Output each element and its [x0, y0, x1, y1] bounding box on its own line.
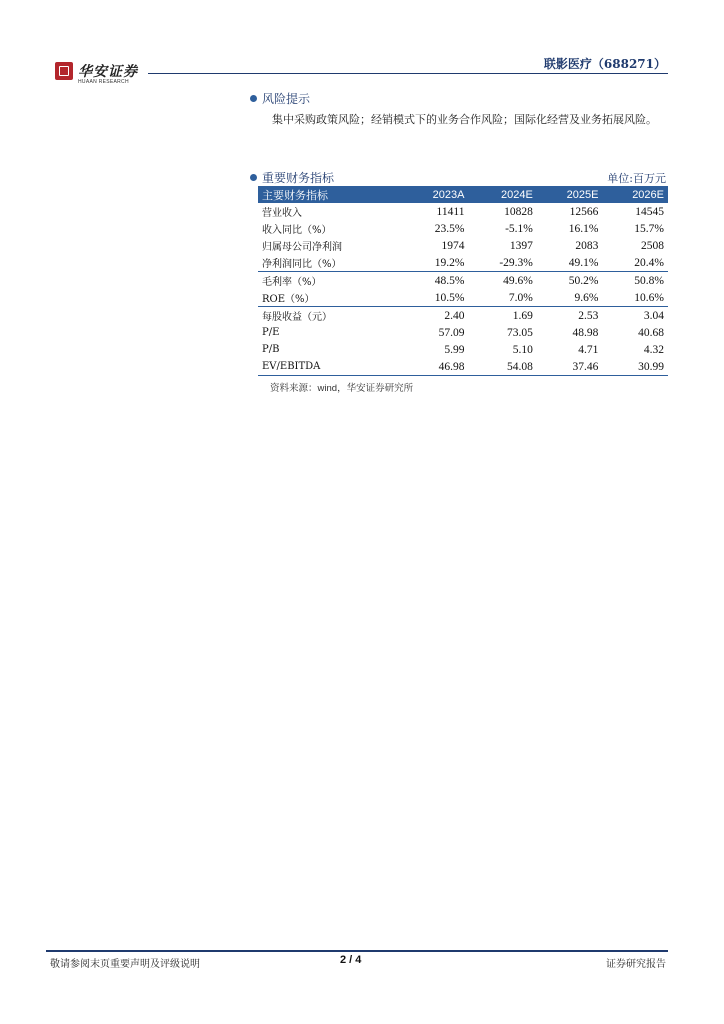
table-cell: 7.0% [468, 289, 536, 307]
table-cell: 37.46 [537, 358, 603, 376]
risk-section-title: 风险提示 [262, 92, 311, 106]
table-cell: 1974 [441, 239, 465, 252]
table-row [258, 254, 668, 272]
table-cell: 2508 [641, 239, 664, 252]
table-cell: 4.32 [643, 343, 664, 356]
table-cell: 73.05 [506, 326, 533, 339]
table-cell: 10828 [504, 205, 533, 218]
column-header: 2025E [537, 186, 603, 203]
bullet-icon [250, 174, 257, 181]
column-header: 2026E [602, 186, 668, 203]
table-cell: 11411 [436, 205, 465, 218]
footer-divider [46, 950, 668, 952]
table-row [258, 220, 668, 237]
table-header-row [258, 186, 668, 203]
table-row [258, 307, 668, 325]
table-cell: 48.98 [572, 326, 599, 339]
logo-subtext: HUAAN RESEARCH [78, 79, 129, 85]
financials-section-title: 重要财务指标 [262, 171, 335, 185]
page-number: 2 / 4 [340, 954, 362, 966]
company-title: 联影医疗（688271） [543, 57, 666, 71]
table-cell: 10.5% [403, 289, 469, 307]
table-row [258, 237, 668, 254]
row-label: ROE（%） [258, 289, 403, 307]
table-cell: 1397 [509, 239, 533, 252]
table-cell: 50.2% [568, 274, 599, 287]
column-header: 主要财务指标 [258, 186, 403, 203]
table-cell: 30.99 [602, 358, 668, 376]
table-cell: 12566 [569, 205, 599, 218]
footer-disclaimer: 敬请参阅末页重要声明及评级说明 [50, 959, 200, 970]
table-cell: 49.1% [537, 254, 603, 272]
table-row [258, 324, 668, 341]
table-cell: 10.6% [602, 289, 668, 307]
table-cell: 9.6% [537, 289, 603, 307]
row-label: 收入同比（%） [262, 225, 332, 236]
row-label: P/B [262, 344, 280, 355]
table-cell: 23.5% [434, 222, 465, 235]
risk-text: 集中采购政策风险；经销模式下的业务合作风险；国际化经营及业务拓展风险。 [272, 113, 657, 126]
table-row [258, 358, 668, 376]
table-cell: 48.5% [434, 274, 465, 287]
table-cell: 2.40 [444, 309, 465, 322]
source-institute: ，华安证券研究所 [337, 383, 414, 394]
table-cell: 46.98 [403, 358, 469, 376]
row-label: P/E [262, 327, 280, 338]
table-cell: 2.53 [578, 309, 599, 322]
table-cell: 3.04 [643, 309, 664, 322]
table-cell: 16.1% [568, 222, 599, 235]
table-cell: 15.7% [634, 222, 664, 235]
financial-table [258, 186, 668, 376]
table-row [258, 341, 668, 358]
table-cell: 49.6% [503, 274, 533, 287]
table-cell: 5.99 [444, 343, 465, 356]
row-label: 营业收入 [262, 208, 302, 219]
row-label: 净利润同比（%） [258, 254, 403, 272]
table-cell: 57.09 [438, 326, 465, 339]
table-row [258, 203, 668, 220]
logo-text: 华安证券 [78, 64, 138, 80]
column-header: 2024E [468, 186, 536, 203]
table-cell: 2083 [575, 239, 599, 252]
source-label: 资料来源： [270, 383, 318, 394]
row-label: EV/EBITDA [258, 358, 403, 376]
footer-report-type: 证券研究报告 [606, 959, 666, 970]
table-cell: -5.1% [505, 222, 533, 235]
table-row [258, 289, 668, 307]
table-cell: 14545 [635, 205, 664, 218]
row-label: 毛利率（%） [262, 277, 322, 288]
table-cell: 5.10 [512, 343, 533, 356]
row-label: 归属母公司净利润 [262, 242, 342, 253]
unit-label: 单位:百万元 [607, 172, 666, 185]
table-cell: -29.3% [468, 254, 536, 272]
logo-icon [55, 62, 73, 80]
table-cell: 50.8% [634, 274, 664, 287]
header-divider [148, 73, 668, 74]
bullet-icon [250, 95, 257, 102]
table-cell: 19.2% [403, 254, 469, 272]
column-header: 2023A [403, 186, 469, 203]
table-cell: 4.71 [578, 343, 599, 356]
table-cell: 40.68 [638, 326, 664, 339]
table-cell: 1.69 [512, 309, 533, 322]
table-cell: 20.4% [602, 254, 668, 272]
table-cell: 54.08 [468, 358, 536, 376]
table-row [258, 272, 668, 290]
row-label: 每股收益（元） [262, 312, 332, 323]
source-wind: wind [317, 383, 338, 394]
source-note [270, 380, 413, 394]
